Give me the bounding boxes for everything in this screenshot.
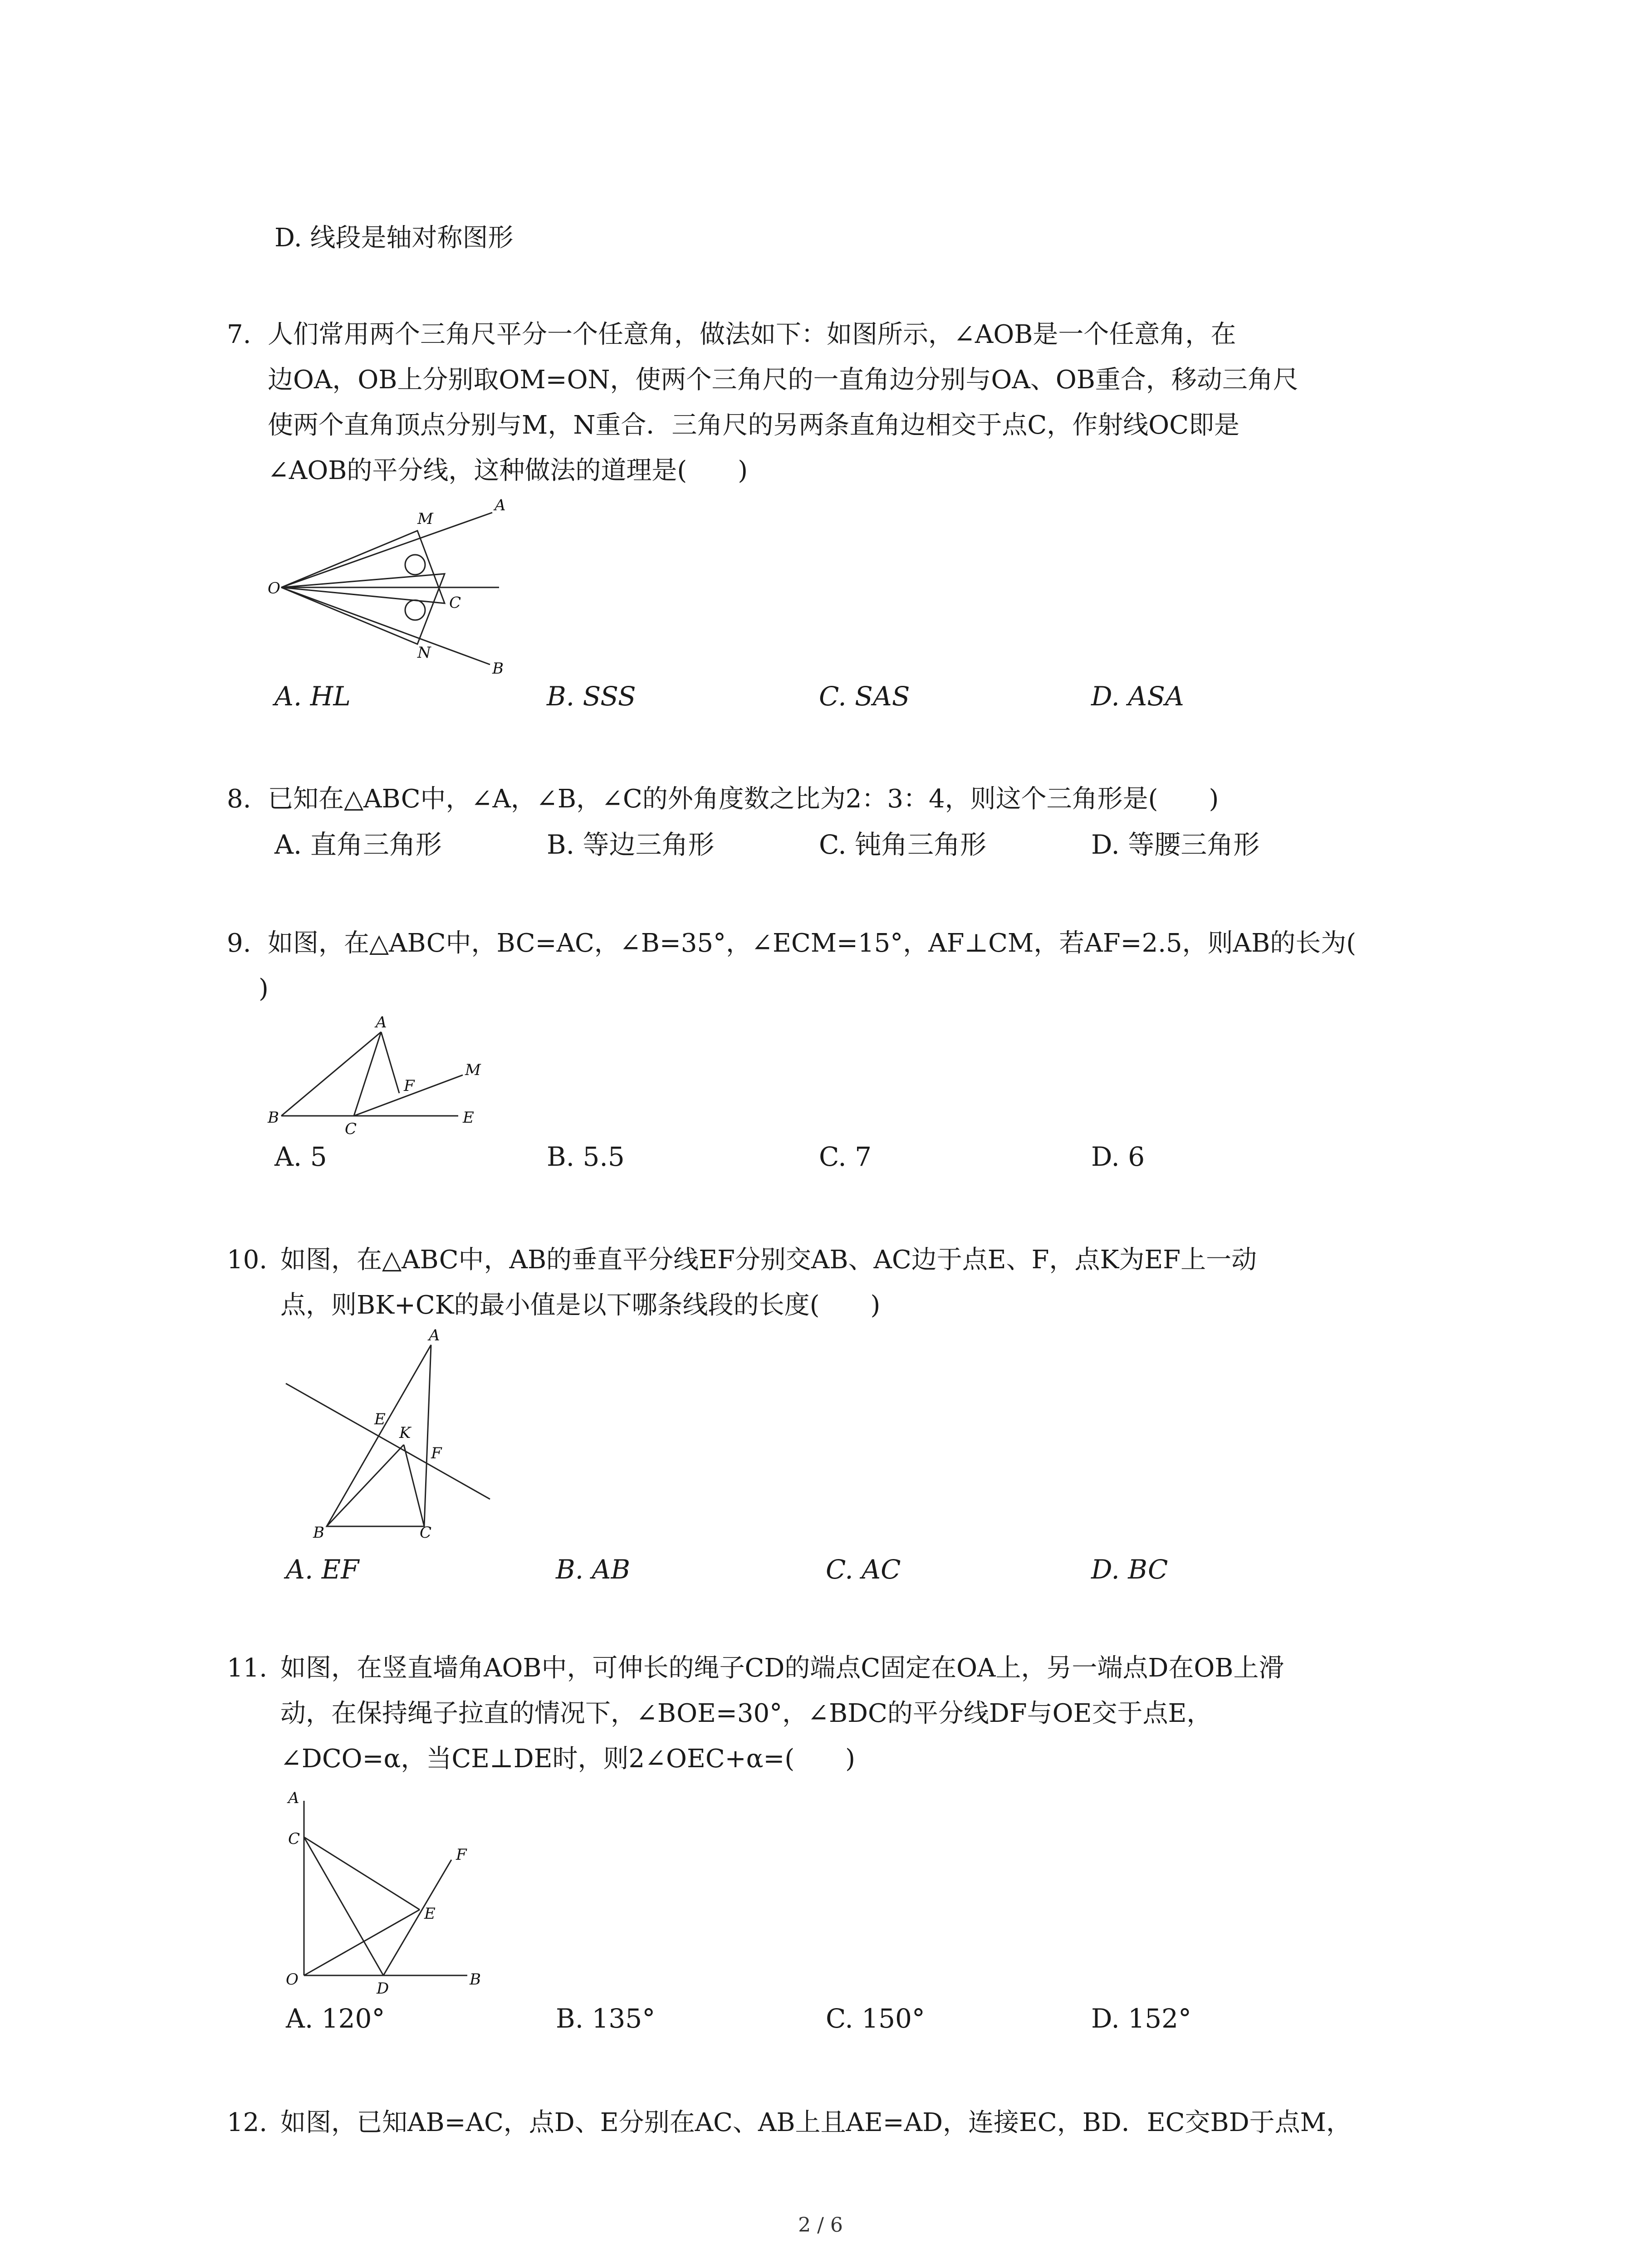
question-number: 12. xyxy=(227,2108,268,2137)
question-number: 10. xyxy=(227,1245,268,1275)
label-K: K xyxy=(399,1424,411,1442)
label-B: B xyxy=(470,1970,481,1989)
option-a: A. HL xyxy=(274,681,351,712)
question-line: ) xyxy=(259,974,269,1003)
option-a: A. 直角三角形 xyxy=(274,829,442,860)
label-O: O xyxy=(268,579,280,597)
question-number: 8. xyxy=(227,784,251,814)
figure-q11 xyxy=(281,1787,499,2000)
option-a: A. 5 xyxy=(274,1141,327,1172)
prev-option-d: D. 线段是轴对称图形 xyxy=(274,223,514,253)
question-line: ∠DCO=α，当CE⊥DE时，则2∠OEC+α=( ) xyxy=(280,1744,856,1774)
option-d: D. ASA xyxy=(1091,681,1184,712)
option-b: B. 135° xyxy=(556,2003,656,2034)
option-c: C. 7 xyxy=(819,1141,872,1172)
label-O: O xyxy=(286,1970,299,1989)
label-F: F xyxy=(404,1077,415,1095)
question-number: 9. xyxy=(227,929,251,958)
label-C: C xyxy=(345,1120,357,1138)
question-number: 7. xyxy=(227,320,251,349)
label-C: C xyxy=(449,594,461,612)
option-b: B. 等边三角形 xyxy=(547,829,715,860)
question-line: 使两个直角顶点分别与M，N重合．三角尺的另两条直角边相交于点C，作射线OC即是 xyxy=(268,411,1239,440)
question-line: 如图，在竖直墙角AOB中，可伸长的绳子CD的端点C固定在OA上，另一端点D在OB上滑 xyxy=(280,1653,1284,1683)
question-line: 如图，在△ABC中，AB的垂直平分线EF分别交AB、AC边于点E、F，点K为EF上一动 xyxy=(280,1245,1257,1275)
figure-q10 xyxy=(277,1325,513,1542)
label-E: E xyxy=(424,1905,436,1923)
label-F: F xyxy=(456,1846,467,1864)
label-A: A xyxy=(288,1789,299,1807)
question-line: 动，在保持绳子拉直的情况下，∠BOE=30°，∠BDC的平分线DF与OE交于点E， xyxy=(280,1699,1212,1728)
option-d: D. BC xyxy=(1091,1554,1168,1585)
question-line: 人们常用两个三角尺平分一个任意角，做法如下：如图所示，∠AOB是一个任意角，在 xyxy=(268,320,1236,349)
question-line: 边OA，OB上分别取OM=ON，使两个三角尺的一直角边分别与OA、OB重合，移动三角尺 xyxy=(268,365,1298,395)
question-line: 点，则BK+CK的最小值是以下哪条线段的长度( ) xyxy=(280,1290,881,1320)
option-c: C. 150° xyxy=(826,2003,925,2034)
label-N: N xyxy=(417,644,431,662)
label-C: C xyxy=(288,1830,300,1848)
option-a: A. 120° xyxy=(286,2003,385,2034)
option-c: C. 钝角三角形 xyxy=(819,829,987,860)
label-E: E xyxy=(374,1410,386,1428)
option-d: D. 等腰三角形 xyxy=(1091,829,1260,860)
label-B: B xyxy=(492,660,504,678)
option-c: C. SAS xyxy=(819,681,910,712)
label-B: B xyxy=(313,1524,324,1542)
question-line: 如图，在△ABC中，BC=AC，∠B=35°，∠ECM=15°，AF⊥CM，若AF=2.5，则AB的长为( xyxy=(268,929,1357,958)
question-number: 11. xyxy=(227,1653,268,1683)
label-E: E xyxy=(463,1109,474,1127)
label-A: A xyxy=(495,496,506,514)
label-F: F xyxy=(431,1444,442,1462)
page-number: 2 / 6 xyxy=(798,2214,843,2237)
option-b: B. SSS xyxy=(547,681,636,712)
label-C: C xyxy=(420,1524,432,1542)
option-a: A. EF xyxy=(286,1554,359,1585)
question-line: ∠AOB的平分线，这种做法的道理是( ) xyxy=(268,456,748,485)
option-b: B. 5.5 xyxy=(547,1141,625,1172)
option-c: C. AC xyxy=(826,1554,901,1585)
figure-q9 xyxy=(268,1007,504,1143)
label-D: D xyxy=(377,1980,389,1998)
label-M: M xyxy=(417,510,433,528)
question-line: 如图，已知AB=AC，点D、E分别在AC、AB上且AE=AD，连接EC，BD．EC交BD于点M， xyxy=(280,2108,1352,2137)
option-b: B. AB xyxy=(556,1554,631,1585)
figure-q7 xyxy=(268,496,522,680)
label-A: A xyxy=(429,1326,440,1344)
label-M: M xyxy=(465,1061,481,1079)
label-B: B xyxy=(268,1109,279,1127)
option-d: D. 6 xyxy=(1091,1141,1145,1172)
question-line: 已知在△ABC中，∠A，∠B，∠C的外角度数之比为2：3：4，则这个三角形是( ) xyxy=(268,784,1219,814)
label-A: A xyxy=(376,1013,387,1031)
option-d: D. 152° xyxy=(1091,2003,1192,2034)
